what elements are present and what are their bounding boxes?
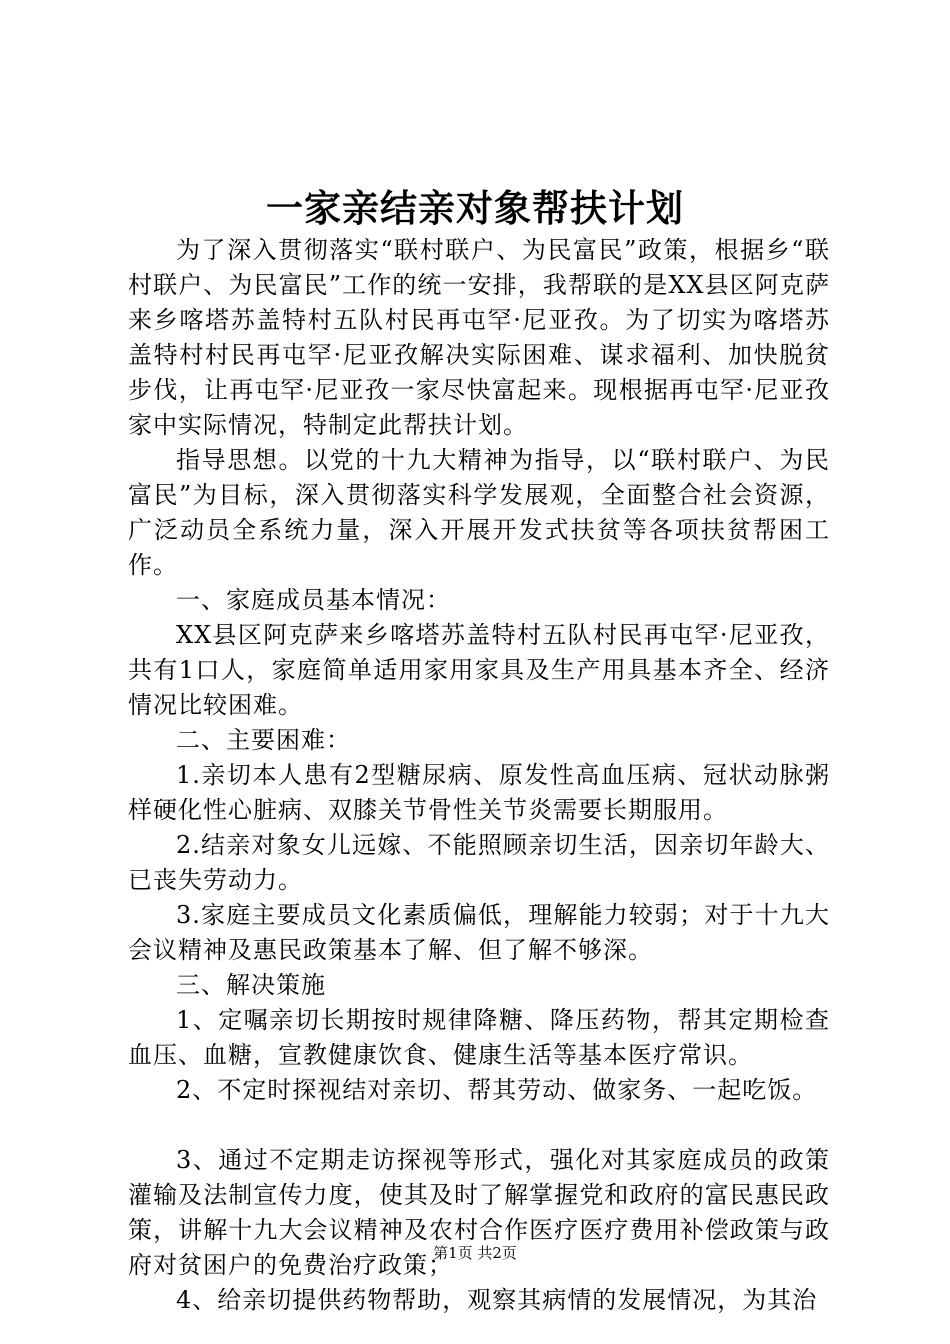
document-body — [128, 233, 830, 1318]
paragraph-difficulty-2: 2.结亲对象女儿远嫁、不能照顾亲切生活，因亲切年龄大、已丧失劳动力。 — [128, 831, 830, 894]
paragraph-family-info: XX县区阿克萨来乡喀塔苏盖特村五队村民再屯罕·尼亚孜，共有1口人，家庭简单适用家用家具及生产用具基本齐全、经济情况比较困难。 — [128, 621, 830, 719]
paragraph-guiding-ideology: 指导思想。以党的十九大精神为指导，以“联村联户、为民富民”为目标，深入贯彻落实科学发展观，全面整合社会资源，广泛动员全系统力量，深入开展开发式扶贫等各项扶贫帮困工作。 — [128, 446, 830, 579]
paragraph-measure-1: 1、定嘱亲切长期按时规律降糖、降压药物，帮其定期检查血压、血糖，宣教健康饮食、健康生活等基本医疗常识。 — [128, 1006, 830, 1069]
blank-line — [128, 1108, 830, 1143]
page-footer: 第1页 共2页 — [433, 1244, 517, 1262]
paragraph-intro: 为了深入贯彻落实“联村联户、为民富民”政策，根据乡“联村联户、为民富民”工作的统一安排，我帮联的是XX县区阿克萨来乡喀塔苏盖特村五队村民再屯罕·尼亚孜。为了切实为喀塔苏盖特村村民再屯罕·尼亚孜解决实际困难、谋求福利、加快脱贫步伐，让再屯罕·尼亚孜一家尽快富起来。现根据再屯罕·尼亚孜家中实际情况，特制定此帮扶计划。 — [128, 236, 830, 439]
section-heading-measures: 三、解决策施 — [176, 971, 326, 999]
paragraph-difficulty-3: 3.家庭主要成员文化素质偏低，理解能力较弱；对于十九大会议精神及惠民政策基本了解、但了解不够深。 — [128, 901, 830, 964]
section-heading-family: 一、家庭成员基本情况： — [176, 586, 451, 614]
paragraph-measure-2: 2、不定时探视结对亲切、帮其劳动、做家务、一起吃饭。 — [176, 1076, 818, 1104]
paragraph-difficulty-1: 1.亲切本人患有2型糖尿病、原发性高血压病、冠状动脉粥样硬化性心脏病、双膝关节骨性关节炎需要长期服用。 — [128, 761, 830, 824]
section-heading-difficulties: 二、主要困难： — [176, 726, 351, 754]
document-title: 一家亲结亲对象帮扶计划 — [266, 186, 684, 230]
paragraph-measure-3: 3、通过不定期走访探视等形式，强化对其家庭成员的政策灌输及法制宣传力度，使其及时了解掌握党和政府的富民惠民政策，讲解十九大会议精神及农村合作医疗医疗费用补偿政策与政府对贫困户的免费治疗政策； — [128, 1146, 830, 1279]
paragraph-measure-4: 4、给亲切提供药物帮助，观察其病情的发展情况，为其治 — [176, 1286, 818, 1314]
